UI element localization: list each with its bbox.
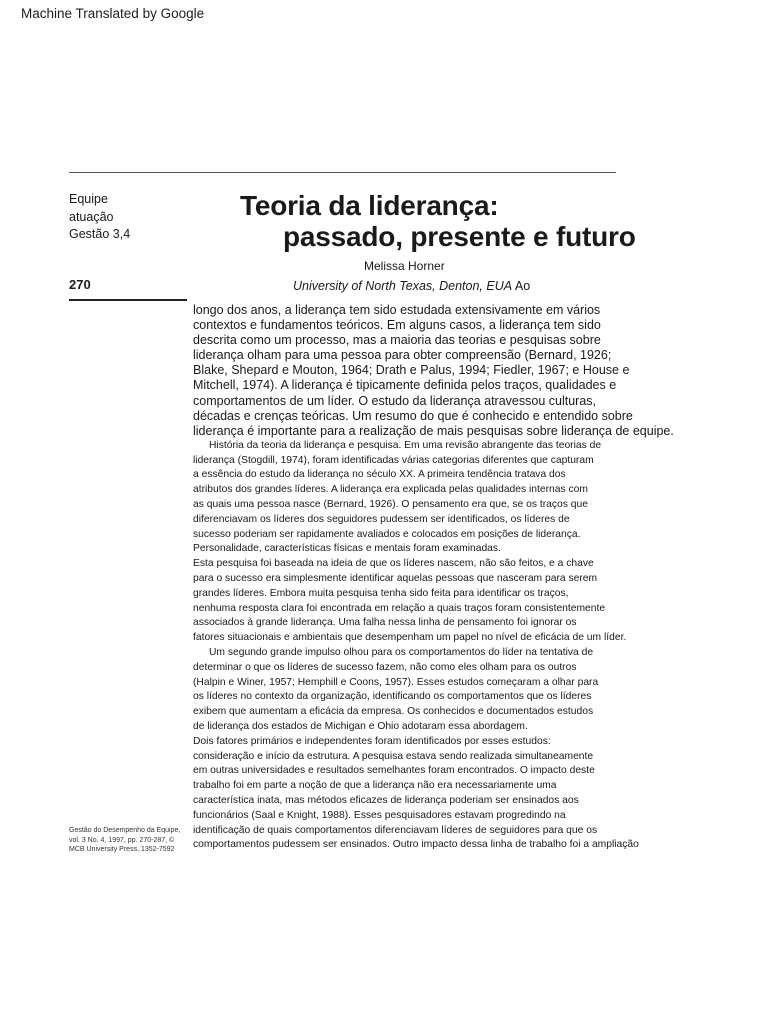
body-line: em outras universidades e resultados semelhantes foram encontrados. O impacto deste xyxy=(193,765,595,777)
footnote-line: MCB University Press, 1352-7592 xyxy=(69,846,175,853)
affiliation-text: University of North Texas, Denton, EUA xyxy=(293,279,513,293)
body-line: a essência do estudo da liderança no século XX. A primeira tendência tratava dos xyxy=(193,469,566,481)
machine-translation-banner: Machine Translated by Google xyxy=(21,6,205,21)
footnote-line: Gestão do Desempenho da Equipe, xyxy=(69,827,181,834)
body-line: nenhuma resposta clara foi encontrada em relação a quais traços foram consistentemente xyxy=(193,602,606,614)
page-number: 270 xyxy=(69,277,91,292)
body-line: (Halpin e Winer, 1957; Hemphill e Coons, 1957). Esses estudos começaram a olhar para xyxy=(193,676,599,688)
body-line: consideração e início da estrutura. A pesquisa estava sendo realizada simultaneamente xyxy=(193,750,594,762)
body-line: identificação de quais comportamentos diferenciavam líderes de seguidores para que os xyxy=(193,824,598,836)
sidebar-rule xyxy=(69,299,187,301)
body-line: longo dos anos, a liderança tem sido estudada extensivamente em vários xyxy=(193,303,601,317)
body-line: trabalho foi em parte a noção de que a liderança não era necessariamente uma xyxy=(193,780,557,792)
body-line: exibem que aumentam a eficácia da empresa. Os conhecidos e documentados estudos xyxy=(193,706,594,718)
body-line: Um segundo grande impulso olhou para os comportamentos do líder na tentativa de xyxy=(209,647,594,658)
body-line: Blake, Shepard e Mouton, 1964; Drath e Palus, 1994; Fiedler, 1967; e House e xyxy=(193,363,630,378)
body-line: as quais uma pessoa nasce (Bernard, 1926). O pensamento era que, se os traços que xyxy=(193,499,588,511)
body-line: sucesso poderiam ser rapidamente avaliados e colocados em posições de liderança. xyxy=(193,528,581,540)
body-line: para o sucesso era simplesmente identificar aquelas pessoas que nasceram para serem xyxy=(193,573,598,585)
body-line: comportamentos de um líder. O estudo da liderança atravessou culturas, xyxy=(193,393,596,408)
article-body xyxy=(193,303,713,853)
body-line: fatores situacionais e ambientais que desempenham um papel no nível de eficácia de um líder. xyxy=(193,632,627,644)
body-line: grandes líderes. Embora muita pesquisa tenha sido feita para identificar os traços, xyxy=(193,587,569,599)
body-line: liderança é importante para a realização de mais pesquisas sobre liderança de equipe. xyxy=(193,423,674,438)
body-line: Dois fatores primários e independentes foram identificados por esses estudos: xyxy=(193,735,551,747)
body-line: diferenciavam os líderes dos seguidores pudessem ser identificados, os líderes de xyxy=(193,513,570,525)
footnote-line: vol. 3 No. 4, 1997, pp. 270-287, © xyxy=(69,836,175,844)
title-line-1: Teoria da liderança: xyxy=(240,190,499,221)
body-line: característica inata, mas métodos eficazes de liderança poderiam ser ensinados aos xyxy=(193,794,579,806)
body-line: liderança (Stogdill, 1974), foram identificadas várias categorias diferentes que capturam xyxy=(193,454,594,466)
body-line: História da teoria da liderança e pesquisa. Em uma revisão abrangente das teorias de xyxy=(209,439,602,451)
body-line: liderança olham para uma pessoa para obter compreensão (Bernard, 1926; xyxy=(193,348,612,363)
journal-name-line: atuação xyxy=(69,209,114,224)
body-line: Personalidade, características físicas e mentais foram examinadas. xyxy=(193,543,501,555)
journal-name-line: Equipe xyxy=(69,192,108,206)
body-line: determinar o que os líderes de sucesso fazem, não como eles olham para os outros xyxy=(193,661,577,673)
body-line: descrita como um processo, mas a maioria das teorias e pesquisas sobre xyxy=(193,333,601,348)
affiliation-suffix: Ao xyxy=(512,279,531,293)
article-title xyxy=(240,190,700,252)
body-line: os líderes no contexto da organização, identificando os comportamentos que os líderes xyxy=(193,691,592,703)
author-name: Melissa Horner xyxy=(364,259,445,273)
body-line: funcionários (Saal e Knight, 1988). Esses pesquisadores estavam progredindo na xyxy=(193,809,566,821)
body-line: associados à grande liderança. Uma falha nessa linha de pensamento foi ignorar os xyxy=(193,617,577,629)
title-line-2: passado, presente e futuro xyxy=(283,221,636,252)
citation-footnote xyxy=(69,826,189,855)
header-rule xyxy=(69,172,616,173)
body-line: Mitchell, 1974). A liderança é tipicamente definida pelos traços, qualidades e xyxy=(193,378,617,393)
body-line: Esta pesquisa foi baseada na ideia de que os líderes nascem, não são feitos, e a chave xyxy=(193,558,594,570)
body-line: contextos e fundamentos teóricos. Em alguns casos, a liderança tem sido xyxy=(193,318,601,333)
author-affiliation xyxy=(293,279,530,293)
body-line: atributos dos grandes líderes. A liderança era explicada pelas qualidades internas com xyxy=(193,484,588,496)
body-line: comportamentos pudessem ser ensinados. Outro impacto dessa linha de trabalho foi a ampliação xyxy=(193,839,639,851)
body-line: de liderança dos estados de Michigan e Ohio adotaram essa abordagem. xyxy=(193,720,528,732)
journal-volume-line: Gestão 3,4 xyxy=(69,227,131,241)
body-line: décadas e crenças teóricas. Um resumo do que é conhecido e entendido sobre xyxy=(193,408,633,423)
journal-sidebar xyxy=(69,191,189,244)
